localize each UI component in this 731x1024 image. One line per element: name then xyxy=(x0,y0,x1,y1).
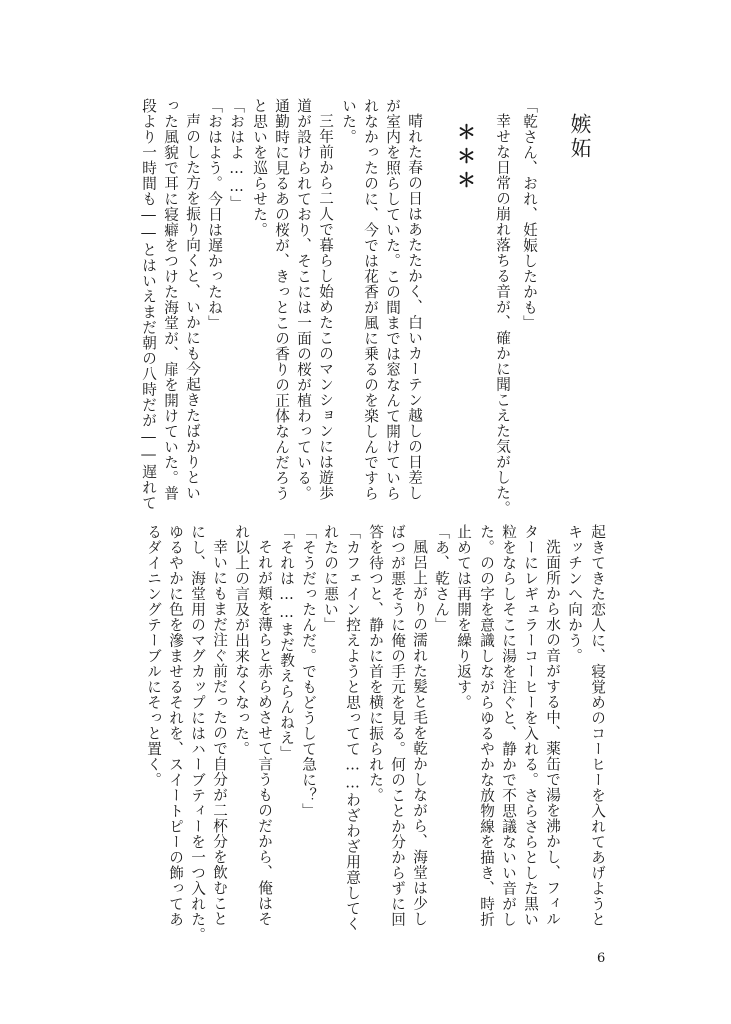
text-line: ターにレギュラーコーヒーを入れる。さらさらとした黒い xyxy=(522,524,539,927)
text-line: るダイニングテーブルにそっと置く。 xyxy=(145,524,162,788)
section-break: ＊＊＊ xyxy=(454,122,476,194)
text-line: 段より一時間も――とはいえまだ朝の八時だが――遅れて xyxy=(140,98,157,511)
text-line: た。のの字を意識しながらゆるやかな放物線を描き、時折 xyxy=(478,524,495,927)
text-line: 風呂上がりの濡れた髪と毛を乾かしながら、海堂は少し xyxy=(411,539,428,927)
text-line: 洗面所から水の音がする中、薬缶で湯を沸かし、フィル xyxy=(544,539,561,927)
text-line: 止めては再開を繰り返す。 xyxy=(455,524,472,710)
text-line: った風貌で耳に寝癖をつけた海堂が、扉を開けていた。普 xyxy=(162,98,179,501)
text-line: 声のした方を振り向くと、いかにも今起きたばかりとい xyxy=(184,113,201,501)
text-line: いた。 xyxy=(340,98,357,145)
text-line: 「カフェイン控えようと思ってて……わざわざ用意してく xyxy=(344,524,361,932)
text-line: 粒をならしそこに湯を注ぐと、静かで不思議ないい音がし xyxy=(500,524,517,927)
page-number: 6 xyxy=(597,951,606,966)
text-line: と思いを巡らせた。 xyxy=(251,98,268,238)
text-line: 「あ、乾さん」 xyxy=(433,524,450,633)
story-title: 嫉妬 xyxy=(568,113,592,161)
text-line: それが頬を薄らと赤らめさせて言うものだから、俺はそ xyxy=(256,539,273,927)
text-line: れ以上の言及が出来なくなった。 xyxy=(233,524,250,757)
text-line: にし、海堂用のマグカップにはハーブティーを一つ入れた。 xyxy=(189,524,206,943)
text-line: 晴れた春の日はあたたかく、白いカーテン越しの日差し xyxy=(406,113,423,501)
text-line: 「それは……まだ教えらんねえ」 xyxy=(278,524,295,762)
text-line: 起きてきた恋人に、寝覚めのコーヒーを入れてあげようと xyxy=(589,524,606,927)
text-line: ばつが悪そうに俺の手元を見る。何のことか分からずに回 xyxy=(389,524,406,927)
text-line: 答を待つと、静かに首を横に振られた。 xyxy=(367,524,384,803)
text-line: 「乾さん、おれ、妊娠したかも」 xyxy=(521,98,538,331)
text-line: れなかったのに、今では花香が風に乗るのを楽しんですら xyxy=(362,98,379,501)
text-line: キッチンへ向かう。 xyxy=(566,524,583,664)
text-line: 「おはよ……」 xyxy=(228,98,245,212)
text-line: 道が設けられており、そこには一面の桜が植わっている。 xyxy=(295,98,312,501)
text-line: が室内を照らしていた。この間までは窓なんて開けていら xyxy=(384,98,401,501)
text-line: ゆるやかに色を滲ませるそれを、スイートピーの飾ってあ xyxy=(167,524,184,927)
text-line: 「おはよう。今日は遅かったね」 xyxy=(206,98,223,331)
text-line: 幸せな日常の崩れ落ちる音が、確かに聞こえた気がした。 xyxy=(494,113,511,516)
text-line: 「そうだったんだ。でもどうして急に？」 xyxy=(300,524,317,819)
text-line: 通勤時に見るあの桜が、きっとこの香りの正体なんだろう xyxy=(273,98,290,501)
text-line: 幸いにもまだ注ぐ前だったので自分が二杯分を飲むこと xyxy=(211,539,228,927)
text-line: 三年前から二人で暮らし始めたこのマンションには遊歩 xyxy=(317,113,334,501)
text-line: れたのに悪い」 xyxy=(322,524,339,633)
